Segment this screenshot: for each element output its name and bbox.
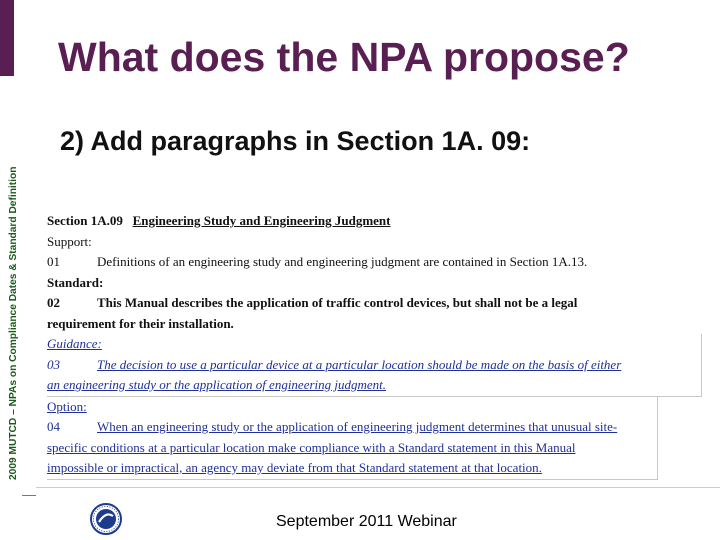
paragraph-text: When an engineering study or the application of engineering judgment determines that unusual site- xyxy=(97,419,618,434)
option-label: Option: xyxy=(47,398,87,414)
section-heading-line xyxy=(47,211,707,232)
paragraph-02-line2: requirement for their installation. xyxy=(47,315,234,331)
section-number: Section 1A.09 xyxy=(47,213,123,228)
paragraph-text: Definitions of an engineering study and engineering judgment are contained in Section 1A.13. xyxy=(97,254,588,269)
guidance-label: Guidance: xyxy=(47,336,102,351)
footer-divider xyxy=(36,487,720,488)
document-excerpt xyxy=(47,211,707,480)
dot-seal-icon xyxy=(90,503,122,535)
paragraph-04-line2: specific conditions at a particular location make compliance with a Standard statement in this Manual xyxy=(47,439,576,455)
subtitle: 2) Add paragraphs in Section 1A. 09: xyxy=(60,126,531,156)
paragraph-text: The decision to use a particular device at a particular location should be made on the basis of either xyxy=(97,356,622,372)
page-title: What does the NPA propose? xyxy=(58,34,630,80)
section-title: Engineering Study and Engineering Judgment xyxy=(132,213,391,228)
paragraph-01 xyxy=(47,252,707,273)
paragraph-number: 03 xyxy=(47,356,60,372)
option-block xyxy=(47,397,658,480)
paragraph-text: This Manual describes the application of traffic control devices, but shall not be a legal xyxy=(97,295,578,310)
paragraph-number: 04 xyxy=(47,419,60,434)
standard-label: Standard: xyxy=(47,274,104,290)
side-label: 2009 MUTCD – NPAs on Compliance Dates & Standard Definition xyxy=(8,166,19,480)
guidance-block xyxy=(47,334,702,397)
footer-tick xyxy=(22,495,36,496)
paragraph-02-line1 xyxy=(47,293,707,314)
paragraph-03-line2: an engineering study or the application of engineering judgment. xyxy=(47,377,387,392)
paragraph-04-line3: impossible or impractical, an agency may deviate from that Standard statement at that location. xyxy=(47,460,542,475)
support-label: Support: xyxy=(47,233,92,249)
paragraph-number: 02 xyxy=(47,295,60,310)
accent-bar xyxy=(0,0,14,76)
paragraph-03-line1 xyxy=(47,355,701,376)
paragraph-number: 01 xyxy=(47,254,60,269)
footer-text: September 2011 Webinar xyxy=(276,513,457,530)
paragraph-04-line1 xyxy=(47,417,657,438)
